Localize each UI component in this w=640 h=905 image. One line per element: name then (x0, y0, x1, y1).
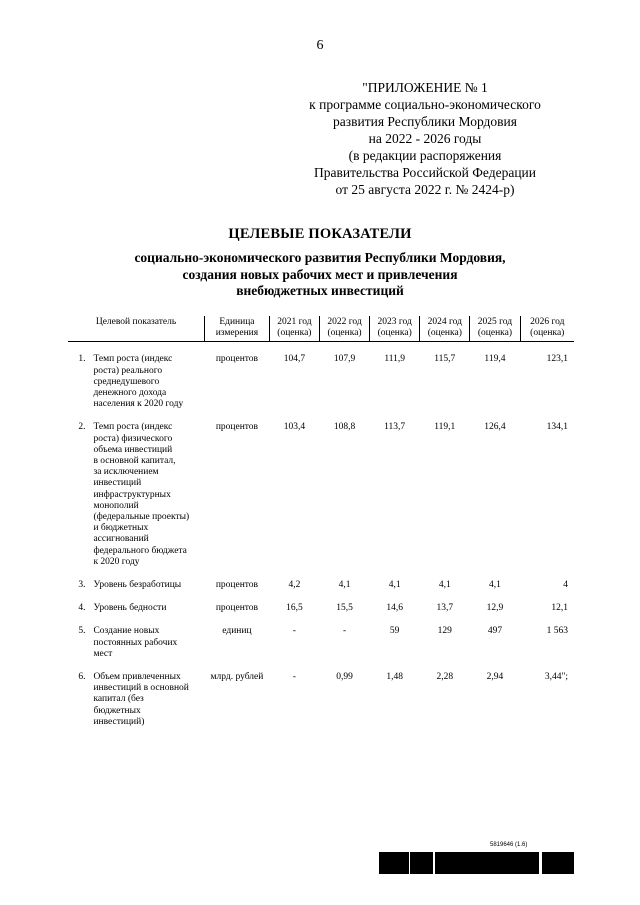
value-cell: 4,1 (388, 580, 401, 591)
barcode-image (378, 852, 574, 874)
value-cell: - (342, 626, 347, 637)
row-number: 2. (78, 422, 86, 433)
header-year: 2021 год (оценка) (269, 316, 319, 342)
barcode-bar (484, 852, 485, 874)
barcode-bar (420, 852, 422, 874)
document-title: ЦЕЛЕВЫЕ ПОКАЗАТЕЛИ (228, 226, 412, 242)
barcode-bar (464, 852, 465, 874)
indicator-name: Темп роста (индекс роста) реального среднедушевого денежного дохода населения к 2020 году (93, 354, 184, 410)
barcode-bar (552, 852, 555, 874)
barcode-bar (569, 852, 570, 874)
barcode-bar (481, 852, 483, 874)
barcode-bar (520, 852, 521, 874)
barcode-bar (547, 852, 548, 874)
barcode-bar (386, 852, 389, 874)
barcode-bar (476, 852, 477, 874)
barcode-bar (515, 852, 517, 874)
value-cell: 4,1 (489, 580, 501, 591)
barcode-bar (550, 852, 552, 874)
indicator-name: Темп роста (индекс роста) физического объема инвестиций в основной капитал, за исключением инвестиций инфраструктурных монополий (федеральные проекты) и бюджетных ассигнований федерального бюджета к 2020 году (93, 422, 190, 567)
barcode-bar (465, 852, 468, 874)
row-spacer (68, 614, 574, 626)
header-year: 2023 год (оценка) (370, 316, 420, 342)
row-spacer (68, 342, 574, 355)
barcode-bar (555, 852, 556, 874)
barcode-bar (380, 852, 382, 874)
unit-cell: процентов (215, 580, 259, 591)
value-cell: 104,7 (283, 354, 306, 365)
barcode-caption: 5819646 (1.6) (490, 842, 528, 848)
barcode-bar (565, 852, 566, 874)
value-cell: 108,8 (333, 422, 356, 433)
table-row (68, 354, 574, 410)
row-spacer (68, 568, 574, 580)
value-cell: 4 (563, 580, 568, 591)
barcode-bar (570, 852, 572, 874)
value-cell: 497 (487, 626, 503, 637)
value-cell: 16,5 (286, 603, 303, 614)
barcode-bar (517, 852, 520, 874)
row-spacer (68, 591, 574, 603)
barcode-bar (538, 852, 539, 874)
barcode-bar (383, 852, 386, 874)
appendix-line: к программе социально-экономического (309, 97, 541, 112)
value-cell: 0,99 (336, 672, 353, 683)
header-year: 2025 год (оценка) (470, 316, 520, 342)
barcode-bar (499, 852, 502, 874)
appendix-line: от 25 августа 2022 г. № 2424-р) (335, 182, 515, 197)
table-row (68, 626, 574, 660)
table-body (68, 342, 574, 728)
barcode-bar (529, 852, 531, 874)
barcode-bar (477, 852, 479, 874)
barcode-bar (545, 852, 546, 874)
barcode-bar (404, 852, 406, 874)
barcode-bar (410, 852, 412, 874)
barcode-bar (468, 852, 469, 874)
value-cell: 59 (389, 626, 400, 637)
barcode-bar (496, 852, 499, 874)
barcode-bar (509, 852, 512, 874)
barcode-bar (426, 852, 427, 874)
barcode-bar (379, 852, 380, 874)
barcode-bar (425, 852, 426, 874)
barcode-bar (462, 852, 464, 874)
barcode-bar (403, 852, 404, 874)
row-spacer (68, 660, 574, 672)
row-number: 3. (78, 580, 86, 591)
table-header-row (68, 316, 574, 342)
barcode-bar (408, 852, 409, 874)
barcode-bar (536, 852, 537, 874)
subtitle-line: внебюджетных инвестиций (236, 283, 404, 298)
appendix-line: "ПРИЛОЖЕНИЕ № 1 (362, 80, 488, 95)
barcode-bar (521, 852, 524, 874)
subtitle-line: социально-экономического развития Республики Мордовия, (134, 250, 506, 265)
value-cell: 103,4 (283, 422, 306, 433)
barcode-bar (395, 852, 396, 874)
barcode-bar (430, 852, 431, 874)
barcode-bar (461, 852, 462, 874)
value-cell: 115,7 (434, 354, 456, 365)
value-cell: 134,1 (546, 422, 568, 433)
appendix-line: (в редакции распоряжения (348, 148, 502, 163)
value-cell: 1,48 (386, 672, 403, 683)
value-cell: 111,9 (384, 354, 405, 365)
row-number: 5. (78, 626, 86, 637)
barcode-bar (431, 852, 433, 874)
table-row (68, 422, 574, 568)
barcode-bar (439, 852, 442, 874)
barcode-bar (428, 852, 430, 874)
barcode-bar (548, 852, 550, 874)
barcode-bar (534, 852, 536, 874)
barcode-bar (531, 852, 534, 874)
barcode-bar (486, 852, 488, 874)
row-number: 4. (78, 603, 86, 614)
barcode-bar (402, 852, 403, 874)
unit-cell: млрд. рублей (210, 672, 264, 683)
barcode-bar (438, 852, 439, 874)
unit-cell: единиц (222, 626, 252, 637)
barcode-bar (485, 852, 486, 874)
subtitle-line: создания новых рабочих мест и привлечения (182, 266, 458, 282)
barcode-bar (382, 852, 383, 874)
value-cell: 123,1 (546, 354, 568, 365)
value-cell: 4,1 (338, 580, 351, 591)
barcode-bar (528, 852, 529, 874)
barcode-bar (479, 852, 481, 874)
unit-cell: процентов (215, 422, 259, 433)
barcode-bar (413, 852, 415, 874)
barcode-bar (455, 852, 457, 874)
header-year: 2024 год (оценка) (420, 316, 470, 342)
barcode-bar (543, 852, 545, 874)
barcode-bar (435, 852, 438, 874)
value-cell: 126,4 (484, 422, 506, 433)
barcode-bar (412, 852, 413, 874)
value-cell: 13,7 (436, 603, 454, 614)
barcode-bar (457, 852, 460, 874)
barcode-bar (475, 852, 476, 874)
barcode-bar (389, 852, 392, 874)
barcode-bar (560, 852, 562, 874)
barcode-bar (524, 852, 525, 874)
barcode-bar (396, 852, 399, 874)
header-year: 2022 год (оценка) (319, 316, 369, 342)
unit-cell: процентов (215, 354, 259, 365)
appendix-line: на 2022 - 2026 годы (368, 131, 482, 146)
table-row (68, 580, 574, 591)
barcode-bar (542, 852, 543, 874)
value-cell: 113,7 (384, 422, 406, 433)
value-cell: 12,9 (486, 603, 504, 614)
barcode-bar (392, 852, 395, 874)
barcode-bar (493, 852, 494, 874)
value-cell: 2,94 (486, 672, 504, 683)
indicator-name: Объем привлеченных инвестиций в основной капитал (без бюджетных инвестиций) (93, 672, 189, 727)
header-indicator: Целевой показатель (68, 316, 205, 342)
barcode-bar (460, 852, 461, 874)
row-number: 6. (78, 672, 86, 683)
barcode-bar (488, 852, 490, 874)
barcode-bar (507, 852, 509, 874)
value-cell: - (292, 672, 296, 683)
unit-cell: процентов (215, 603, 259, 614)
value-cell: 2,28 (436, 672, 454, 683)
barcode-bar (537, 852, 538, 874)
barcode-bar (525, 852, 528, 874)
barcode-bar (483, 852, 484, 874)
appendix-line: Правительства Российской Федерации (314, 165, 536, 180)
value-cell: 14,6 (386, 603, 403, 614)
barcode-bar (444, 852, 447, 874)
value-cell: - (292, 626, 296, 637)
value-cell: 15,5 (336, 603, 353, 614)
table-row (68, 672, 574, 728)
value-cell: 129 (437, 626, 452, 637)
barcode-bar (573, 852, 574, 874)
header-unit: Единица измерения (205, 316, 270, 342)
barcode-bar (418, 852, 420, 874)
barcode-bar (546, 852, 547, 874)
value-cell: 1 563 (546, 626, 568, 637)
indicator-name: Уровень безработицы (93, 580, 182, 591)
appendix-header (280, 79, 570, 198)
row-number: 1. (78, 354, 86, 365)
table-row (68, 603, 574, 614)
barcode-bar (453, 852, 455, 874)
indicator-name: Создание новых постоянных рабочих мест (93, 626, 178, 659)
barcode-bar (494, 852, 496, 874)
value-cell: 119,1 (434, 422, 456, 433)
barcode-bar (427, 852, 428, 874)
barcode-bar (472, 852, 475, 874)
barcode-bar (562, 852, 565, 874)
value-cell: 3,44"; (544, 672, 568, 683)
barcode-bar (415, 852, 418, 874)
barcode-bar (559, 852, 560, 874)
row-spacer (68, 410, 574, 422)
barcode-bar (490, 852, 493, 874)
barcode-bar (504, 852, 507, 874)
barcode-bar (447, 852, 450, 874)
value-cell: 119,4 (484, 354, 506, 365)
barcode-bar (502, 852, 504, 874)
indicators-table (68, 316, 574, 728)
value-cell: 107,9 (333, 354, 356, 365)
barcode-bar (422, 852, 425, 874)
page-number: 6 (316, 38, 324, 53)
barcode-bar (450, 852, 453, 874)
barcode-bar (556, 852, 559, 874)
value-cell: 12,1 (551, 603, 568, 614)
barcode-bar (406, 852, 408, 874)
document-subtitle (0, 250, 640, 300)
barcode-bar (399, 852, 402, 874)
value-cell: 4,2 (288, 580, 301, 591)
appendix-line: развития Республики Мордовия (333, 114, 517, 129)
barcode-bar (512, 852, 515, 874)
barcode-bar (566, 852, 569, 874)
value-cell: 4,1 (438, 580, 451, 591)
barcode-bar (469, 852, 472, 874)
barcode-bar (572, 852, 573, 874)
barcode-bar (442, 852, 444, 874)
header-year: 2026 год (оценка) (520, 316, 574, 342)
indicator-name: Уровень бедности (93, 603, 167, 614)
